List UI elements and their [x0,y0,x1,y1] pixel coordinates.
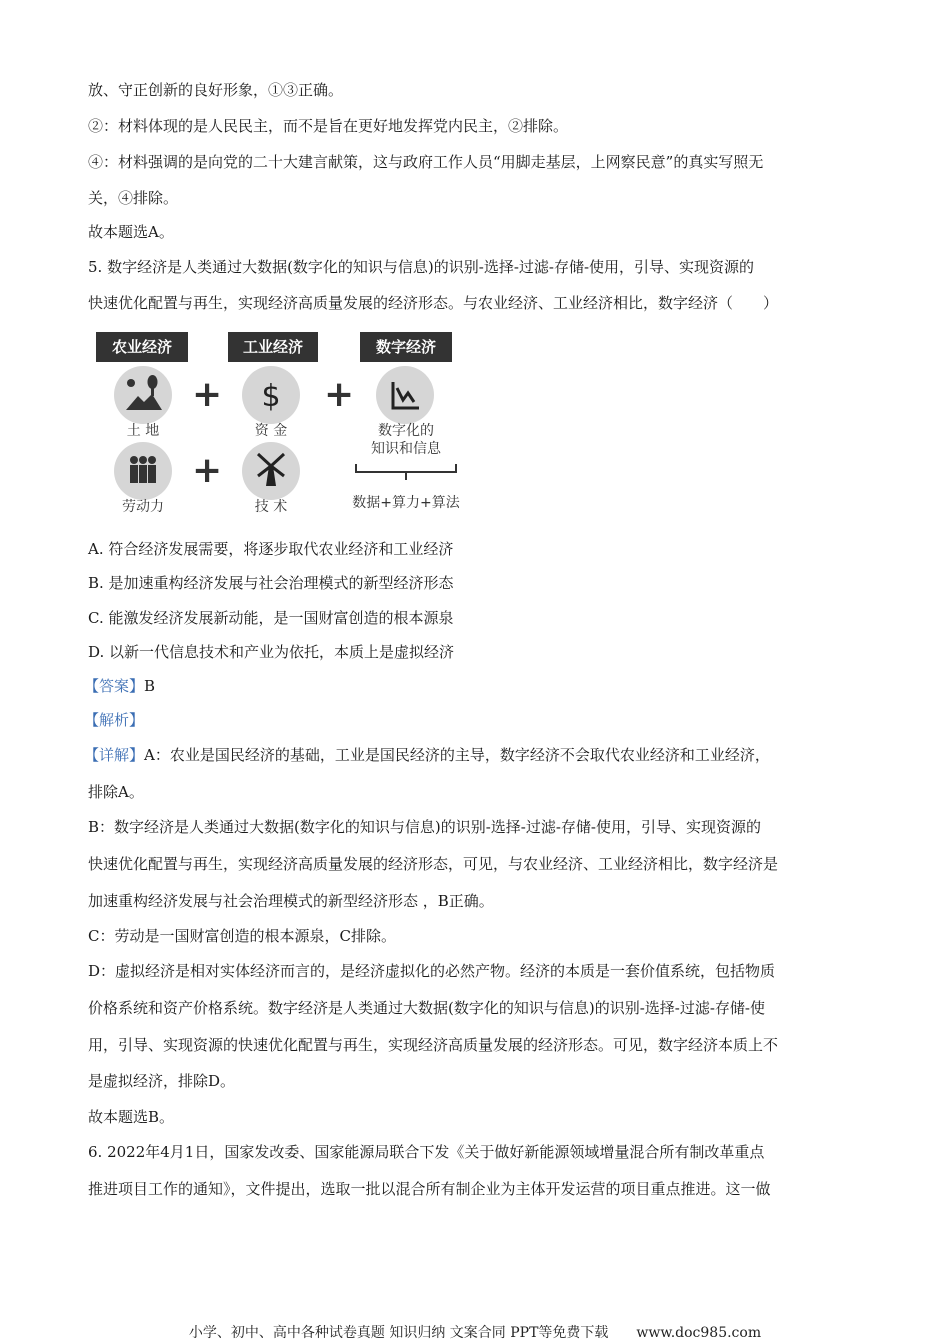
header-digital: 数字经济 [360,332,452,362]
header-industrial: 工业经济 [228,332,318,362]
people-icon [114,442,172,500]
plus-sign: + [192,374,223,415]
text-line: 快速优化配置与再生，实现经济高质量发展的经济形态，可见，与农业经济、工业经济相比，数字经济是 [88,855,779,873]
text-line: B：数字经济是人类通过大数据(数字化的知识与信息)的识别-选择-过滤-存储-使用，引导、实现资源的 [88,818,762,836]
text-line: 用，引导、实现资源的快速优化配置与再生，实现经济高质量发展的经济形态。可见，数字经济本质上不 [88,1036,779,1054]
caption-components: 数据+算力+算法 [352,495,460,511]
question-6-stem: 推进项目工作的通知》，文件提出，选取一批以混合所有制企业为主体开发运营的项目重点推进。这一做 [88,1180,771,1198]
answer-label: 【答案】 [84,677,145,695]
question-5-stem: 快速优化配置与再生，实现经济高质量发展的经济形态。与农业经济、工业经济相比，数字经济（ ） [88,294,779,312]
caption-land: 土 地 [126,423,160,439]
plus-sign: + [324,374,355,415]
text-line: 价格系统和资产价格系统。数字经济是人类通过大数据(数字化的知识与信息)的识别-选择-过滤-存储-使 [88,999,765,1017]
question-5-stem: 5. 数字经济是人类通过大数据(数字化的知识与信息)的识别-选择-过滤-存储-使用，引导、实现资源的 [88,258,755,276]
caption-digital: 数字化的 [378,423,434,439]
caption-capital: 资 金 [254,423,288,439]
analysis-label: 【解析】 [84,711,145,729]
text-line: 是虚拟经济，排除D。 [88,1072,236,1090]
option-a: A. 符合经济发展需要，将逐步取代农业经济和工业经济 [88,540,454,558]
text-line: A：农业是国民经济的基础，工业是国民经济的主导，数字经济不会取代农业经济和工业经济， [144,746,770,764]
svg-text:$: $ [261,379,281,414]
option-c: C. 能激发经济发展新动能，是一国财富创造的根本源泉 [88,609,454,627]
caption-labor: 劳动力 [122,499,164,515]
text-line: 故本题选A。 [88,223,174,241]
text-line: ②：材料体现的是人民民主，而不是旨在更好地发挥党内民主，②排除。 [88,117,569,135]
caption-tech: 技 术 [254,499,288,515]
chart-icon [376,366,434,424]
answer-value: B [144,677,156,695]
text-line: 排除A。 [88,783,144,801]
text-line: 放、守正创新的良好形象，①③正确。 [88,81,344,99]
caption-digital-2: 知识和信息 [371,441,441,457]
detail-label: 【详解】 [84,746,145,764]
text-line: D：虚拟经济是相对实体经济而言的，是经济虚拟化的必然产物。经济的本质是一套价值系统，包括物质 [88,962,776,980]
text-line: 加速重构经济发展与社会治理模式的新型经济形态 ，B正确。 [88,892,494,910]
text-line: C：劳动是一国财富创造的根本源泉，C排除。 [88,927,396,945]
dollar-icon [242,366,300,424]
header-agricultural: 农业经济 [96,332,188,362]
windmill-icon [242,442,300,500]
economy-comparison-figure [96,328,476,518]
bracket-brace [352,462,462,482]
text-line: 关，④排除。 [88,189,179,207]
text-line: 故本题选B。 [88,1108,175,1126]
option-b: B. 是加速重构经济发展与社会治理模式的新型经济形态 [88,574,454,592]
text-line: ④：材料强调的是向党的二十大建言献策，这与政府工作人员“用脚走基层，上网察民意”的真实写照无 [88,153,764,171]
plus-sign: + [192,450,223,491]
option-d: D. 以新一代信息技术和产业为依托，本质上是虚拟经济 [88,643,455,661]
landscape-icon [114,366,172,424]
detail-line [84,745,770,765]
question-6-stem: 6. 2022年4月1日，国家发改委、国家能源局联合下发《关于做好新能源领域增量混合所有制改革重点 [88,1143,765,1161]
answer-line [84,676,155,696]
page-footer: 小学、初中、高中各种试卷真题 知识归纳 文案合同 PPT等免费下载 www.doc985.com [188,1325,762,1341]
